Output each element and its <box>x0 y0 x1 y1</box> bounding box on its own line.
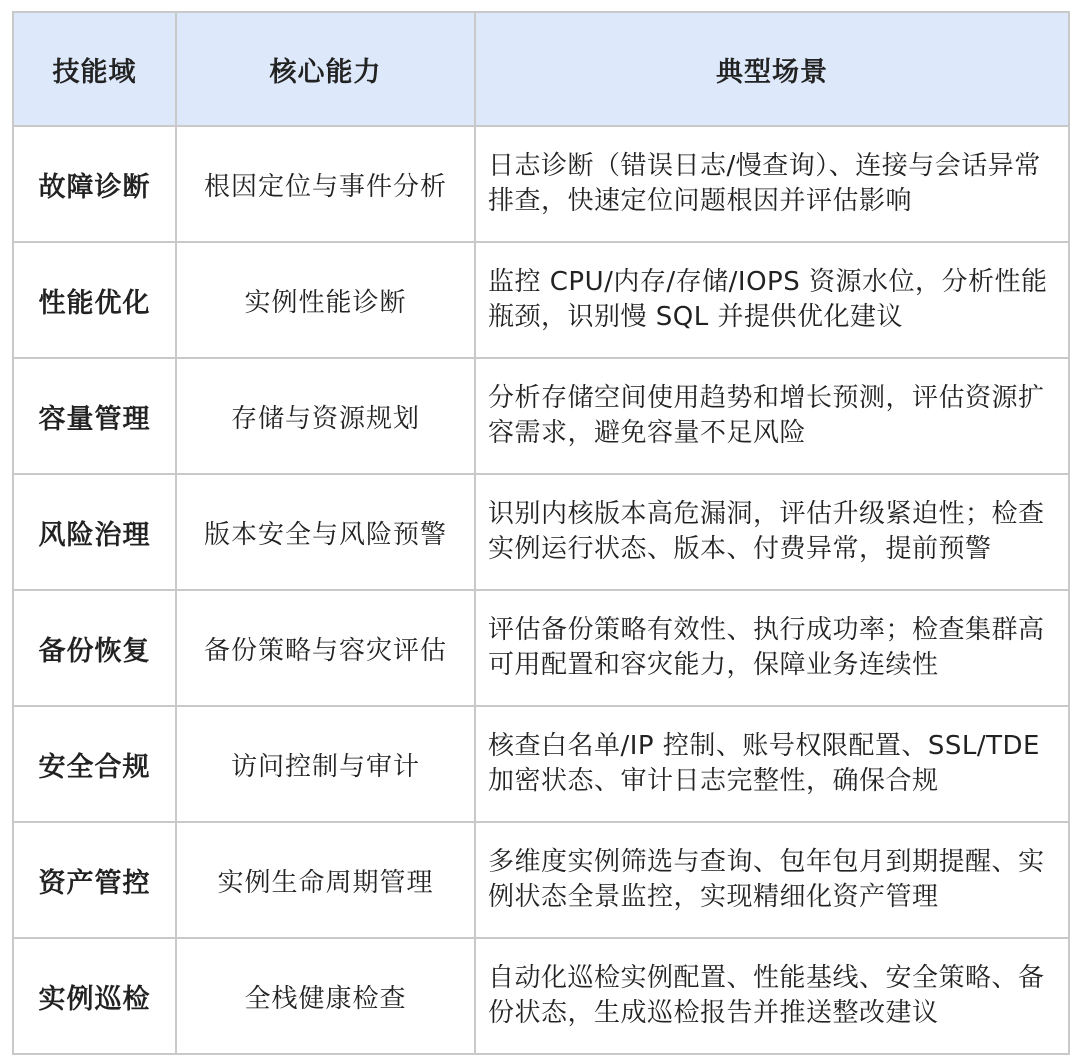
table-header <box>13 12 1069 126</box>
cell-domain: 风险治理 <box>13 474 176 590</box>
cell-scenario: 日志诊断（错误日志/慢查询）、连接与会话异常排查，快速定位问题根因并评估影响 <box>475 126 1069 242</box>
cell-capability: 全栈健康检查 <box>176 938 475 1054</box>
table-row <box>13 590 1069 706</box>
table-row <box>13 242 1069 358</box>
table-body <box>13 126 1069 1054</box>
table-row <box>13 126 1069 242</box>
cell-scenario: 监控 CPU/内存/存储/IOPS 资源水位，分析性能瓶颈，识别慢 SQL 并提供优化建议 <box>475 242 1069 358</box>
cell-capability: 版本安全与风险预警 <box>176 474 475 590</box>
cell-domain: 容量管理 <box>13 358 176 474</box>
table-row <box>13 822 1069 938</box>
cell-capability: 实例性能诊断 <box>176 242 475 358</box>
cell-scenario: 多维度实例筛选与查询、包年包月到期提醒、实例状态全景监控，实现精细化资产管理 <box>475 822 1069 938</box>
skills-table-container <box>12 11 1068 1055</box>
table-row <box>13 358 1069 474</box>
table-row <box>13 706 1069 822</box>
cell-capability: 存储与资源规划 <box>176 358 475 474</box>
cell-domain: 安全合规 <box>13 706 176 822</box>
cell-capability: 根因定位与事件分析 <box>176 126 475 242</box>
cell-domain: 资产管控 <box>13 822 176 938</box>
cell-capability: 实例生命周期管理 <box>176 822 475 938</box>
header-core-capability: 核心能力 <box>176 12 475 126</box>
header-row <box>13 12 1069 126</box>
cell-scenario: 自动化巡检实例配置、性能基线、安全策略、备份状态，生成巡检报告并推送整改建议 <box>475 938 1069 1054</box>
cell-scenario: 核查白名单/IP 控制、账号权限配置、SSL/TDE 加密状态、审计日志完整性，确保合规 <box>475 706 1069 822</box>
cell-scenario: 识别内核版本高危漏洞，评估升级紧迫性；检查实例运行状态、版本、付费异常，提前预警 <box>475 474 1069 590</box>
cell-domain: 实例巡检 <box>13 938 176 1054</box>
skills-table <box>12 11 1070 1055</box>
cell-capability: 访问控制与审计 <box>176 706 475 822</box>
table-row <box>13 474 1069 590</box>
cell-scenario: 评估备份策略有效性、执行成功率；检查集群高可用配置和容灾能力，保障业务连续性 <box>475 590 1069 706</box>
header-skill-domain: 技能域 <box>13 12 176 126</box>
cell-domain: 故障诊断 <box>13 126 176 242</box>
cell-scenario: 分析存储空间使用趋势和增长预测，评估资源扩容需求，避免容量不足风险 <box>475 358 1069 474</box>
cell-domain: 备份恢复 <box>13 590 176 706</box>
cell-capability: 备份策略与容灾评估 <box>176 590 475 706</box>
header-typical-scenario: 典型场景 <box>475 12 1069 126</box>
cell-domain: 性能优化 <box>13 242 176 358</box>
table-row <box>13 938 1069 1054</box>
